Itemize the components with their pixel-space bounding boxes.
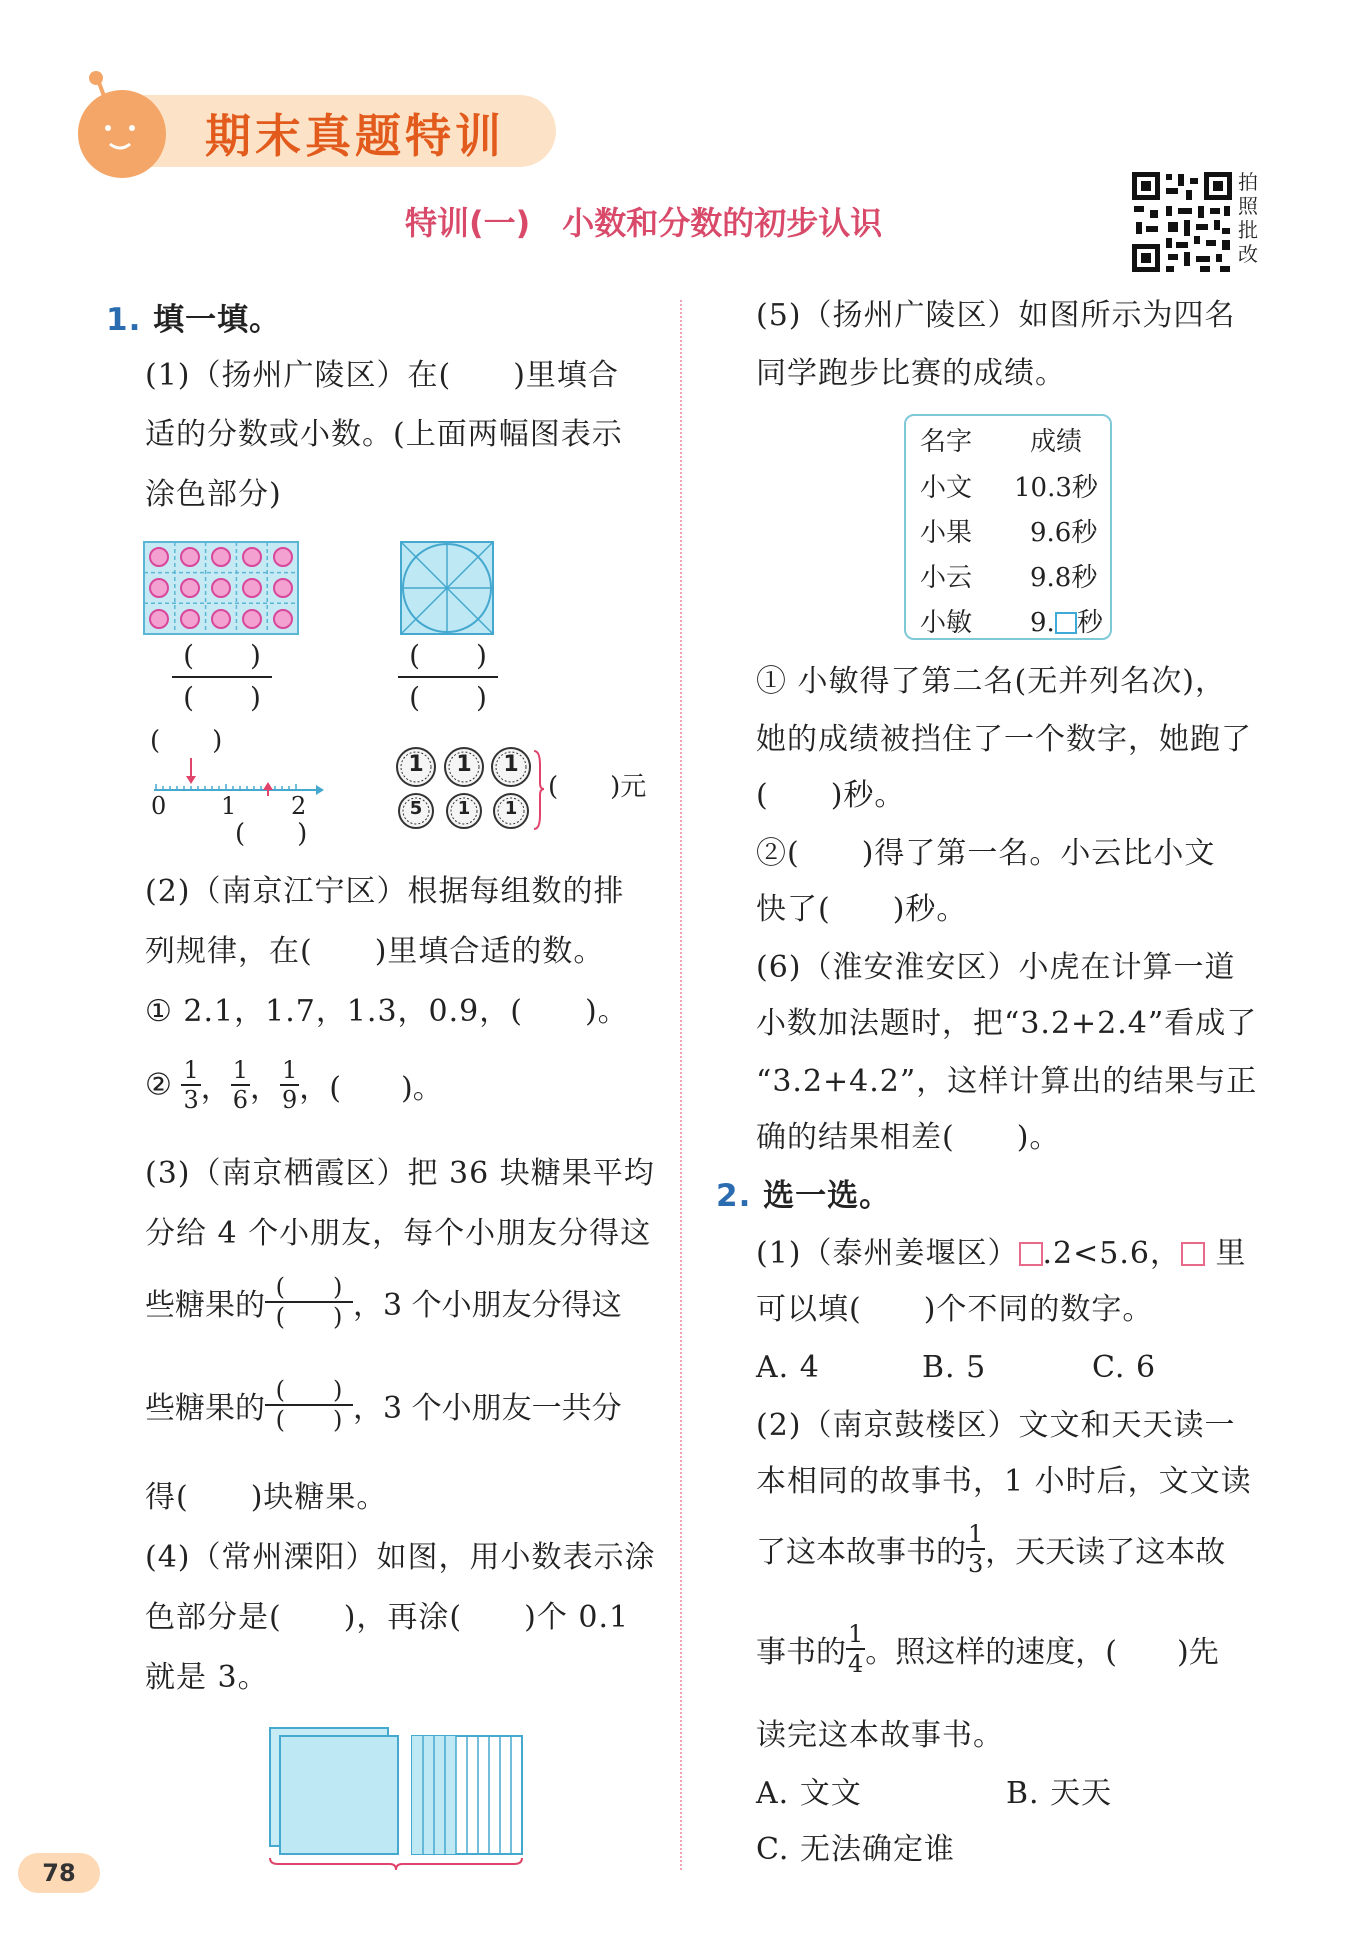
text-line-fraction: 了这本故事书的 $\frac{1}{3}$ ，天天读了这本故 [756,1520,1226,1578]
text-line: 她的成绩被挡住了一个数字，她跑了 [756,722,1252,757]
table-row: 小敏 9. 秒 [920,608,1103,638]
option-b[interactable]: B. 5 [922,1350,987,1385]
option-a[interactable]: A. 文文 [756,1776,862,1811]
text-line: 小数加法题时，把“3.2+2.4”看成了 [756,1006,1258,1041]
section-subtitle: 特训(一) 小数和分数的初步认识 [405,204,883,242]
fraction: $\frac{1}{4}$ [848,1620,864,1678]
column-divider [680,300,682,1870]
text-line: 得( )块糖果。 [145,1480,388,1515]
question-number: 1. [106,302,142,338]
text-line: 分给 4 个小朋友，每个小朋友分得这 [145,1216,652,1251]
hidden-digit-box [1055,612,1077,634]
option-b[interactable]: B. 天天 [1006,1776,1113,1811]
question-title: 选一选。 [763,1178,892,1214]
fraction-bar [398,676,498,678]
fraction-blank-1[interactable] [172,640,272,714]
blank-box [1181,1242,1205,1266]
divided-circle-figure [400,541,494,635]
numline-top-blank[interactable]: ( ) [150,726,223,756]
denominator-blank: ( ) [183,681,261,714]
circle-grid-figure [143,541,299,635]
text-line: ②( )得了第一名。小云比小文 [756,836,1216,871]
question-title: 填一填。 [153,302,282,338]
text-line: (3)（南京栖霞区）把 36 块糖果平均 [145,1156,655,1191]
sequence-1: ① 2.1，1.7，1.3，0.9，( )。 [145,994,629,1029]
blank-box [1019,1242,1043,1266]
coin-value: 1 [456,752,472,777]
banner-title: 期末真题特训 [205,109,505,163]
text-line: 读完这本故事书。 [756,1718,1004,1753]
text-line-fraction: 些糖果的 $\frac{( )}{( )}$ ，3 个小朋友分得这 [145,1273,622,1331]
table-row: 小果 9.6秒 [920,518,1098,548]
qr-label: 拍照批改 [1238,170,1258,266]
numerator-blank: ( ) [409,639,487,672]
text-line: (1)（扬州广陵区）在( )里填合 [145,358,619,393]
fraction: $\frac{1}{6}$ [232,1056,249,1114]
score-table [904,414,1112,640]
text-line: 涂色部分) [145,477,282,512]
text-line-fraction: 些糖果的 $\frac{( )}{( )}$ ，3 个小朋友一共分 [145,1376,622,1434]
table-header: 名字 成绩 [920,427,1083,457]
coin-value: 1 [408,752,424,777]
page-number: 78 [18,1853,100,1893]
text-line: 就是 3。 [145,1660,269,1695]
text-line: 适的分数或小数。(上面两幅图表示 [145,417,623,452]
denominator-blank: ( ) [409,681,487,714]
fraction: $\frac{1}{9}$ [282,1056,298,1114]
text-line-fraction: 事书的 $\frac{1}{4}$ 。照这样的速度，( )先 [756,1620,1219,1678]
fraction-blank[interactable]: $\frac{( )}{( )}$ [265,1275,353,1329]
fraction-blank-2[interactable] [398,640,498,714]
text-line: (2)（南京鼓楼区）文文和天天读一 [756,1408,1236,1443]
question-number: 2. [716,1178,752,1214]
text-line: 同学跑步比赛的成绩。 [756,356,1066,391]
question-2-heading [716,1176,891,1216]
text-line: (2)（南京江宁区）根据每组数的排 [145,874,625,909]
coin-value: 1 [457,798,471,819]
text-line: 确的结果相差( )。 [756,1120,1061,1155]
sequence-2: ② $\frac{1}{3}$ ， $\frac{1}{6}$ ， $\frac{1}{9}$ ，( )。 [145,1056,443,1114]
numerator-blank: ( ) [183,639,261,672]
text-line: ① 小敏得了第二名(无并列名次)， [756,664,1226,699]
decimal-squares-figure [266,1722,526,1872]
coin-yuan-blank[interactable]: ( )元 [548,772,647,802]
text-line: 色部分是( )，再涂( )个 0.1 [145,1600,630,1635]
text-line: 快了( )秒。 [756,892,968,927]
text-line: “3.2+4.2”，这样计算出的结果与正 [756,1064,1258,1099]
option-a[interactable]: A. 4 [756,1350,820,1385]
option-c[interactable]: C. 无法确定谁 [756,1832,955,1867]
fraction-bar [172,676,272,678]
coin-value: 5 [409,798,423,819]
fraction-blank[interactable]: $\frac{( )}{( )}$ [265,1378,353,1432]
fraction: $\frac{1}{3}$ [968,1520,984,1578]
coin-value: 1 [503,752,519,777]
choice-1-stem: (1)（泰州姜堰区） .2<5.6， 里 [756,1236,1247,1271]
qr-code-icon[interactable] [1130,170,1234,274]
numline-label-1: 1 [221,792,237,820]
option-c[interactable]: C. 6 [1092,1350,1157,1385]
number-line-figure [150,752,324,796]
coin-value: 1 [504,798,518,819]
text-line: (4)（常州溧阳）如图，用小数表示涂 [145,1540,656,1575]
fraction: $\frac{1}{3}$ [183,1056,199,1114]
sun-mascot-icon [70,68,170,180]
text-line: 可以填( )个不同的数字。 [756,1292,1154,1327]
text-line: (6)（淮安淮安区）小虎在计算一道 [756,950,1236,985]
text-line: (5)（扬州广陵区）如图所示为四名 [756,298,1236,333]
table-row: 小云 9.8秒 [920,563,1098,593]
table-row: 小文 10.3秒 [920,473,1098,503]
question-1-heading [106,300,281,340]
numline-label-0: 0 [151,792,167,820]
text-line: 本相同的故事书，1 小时后，文文读 [756,1464,1252,1499]
numline-bottom-blank[interactable]: ( ) [235,819,308,849]
text-line: 列规律，在( )里填合适的数。 [145,934,605,969]
text-line: ( )秒。 [756,778,906,813]
numline-label-2: 2 [291,792,307,820]
